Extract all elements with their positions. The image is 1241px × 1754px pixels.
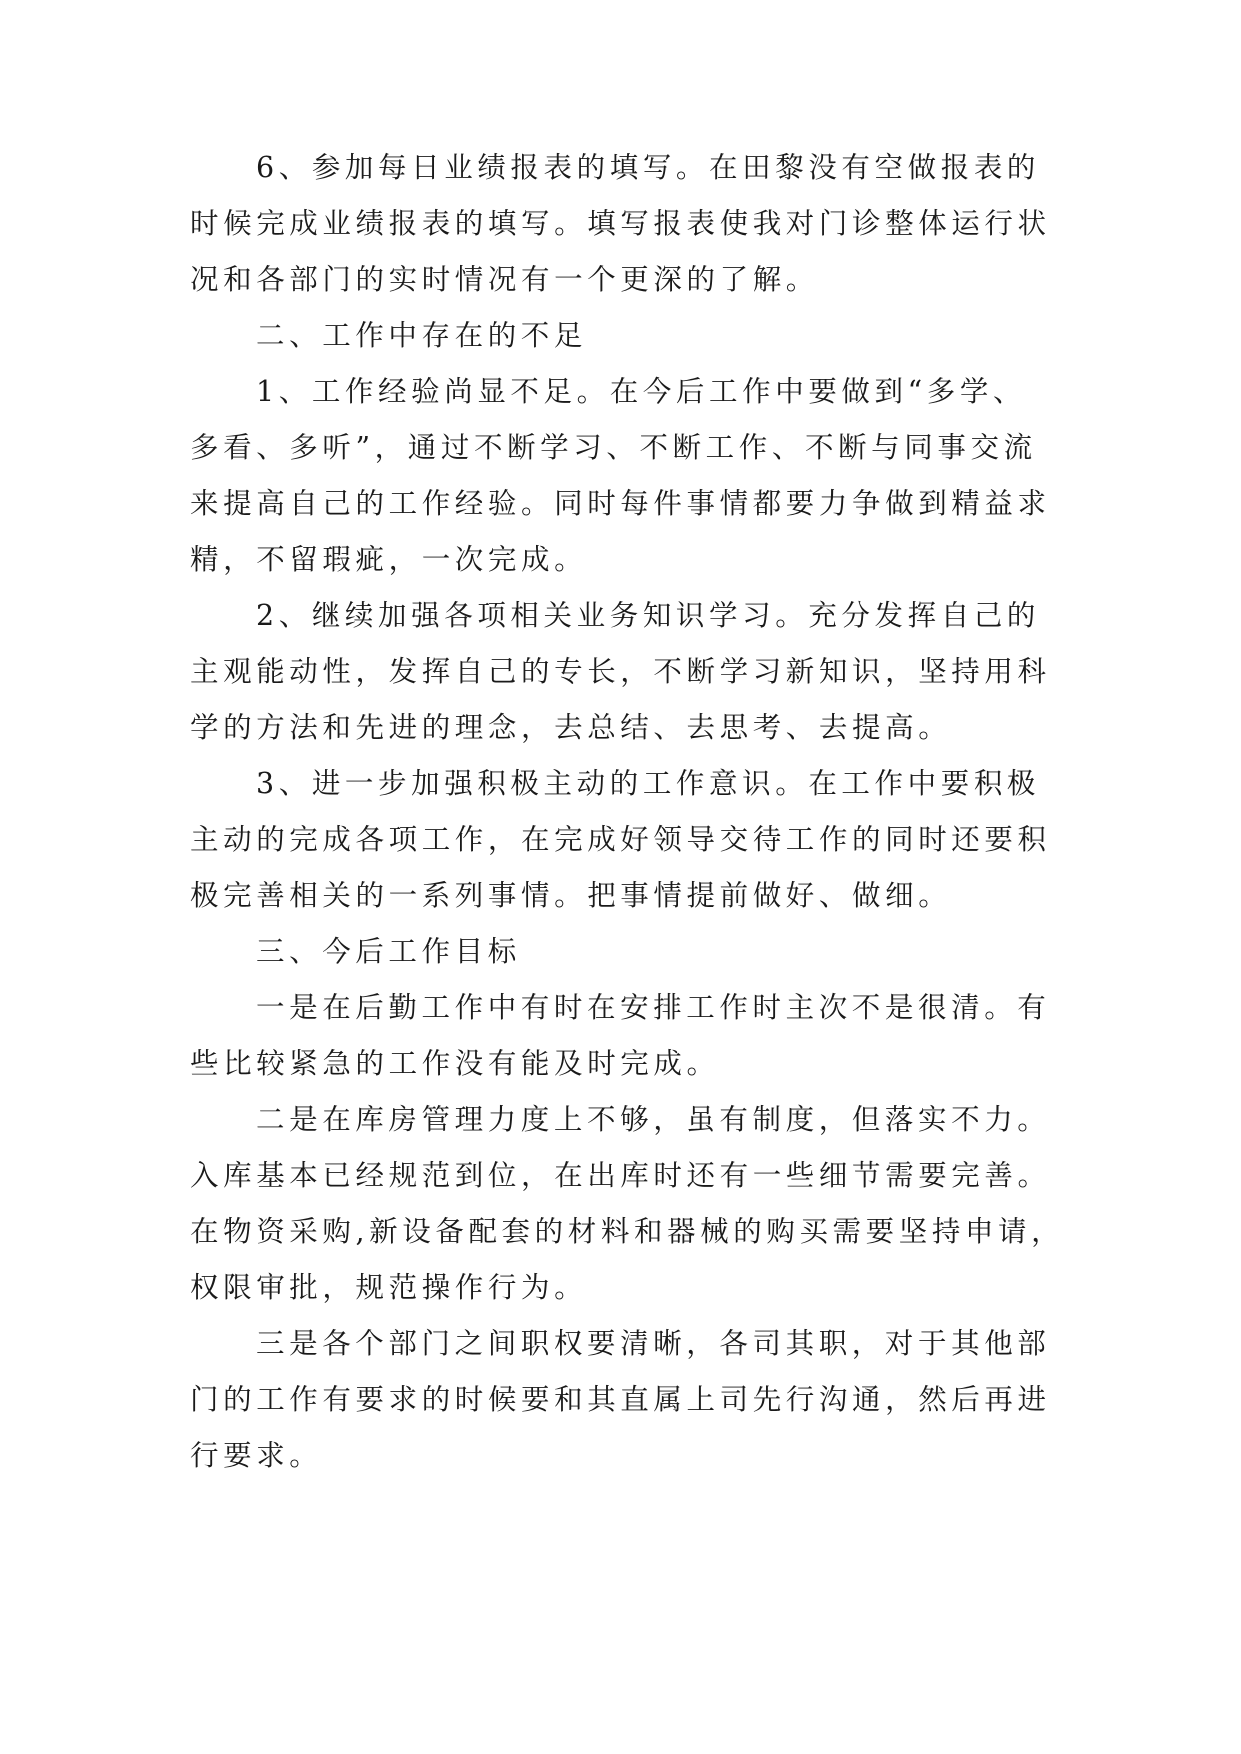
paragraph-line: 在物资采购,新设备配套的材料和器械的购买需要坚持申请，	[190, 1215, 1065, 1248]
paragraph-line: 3、进一步加强积极主动的工作意识。在工作中要积极	[256, 767, 1041, 800]
paragraph-line: 行要求。	[190, 1439, 323, 1472]
paragraph-line: 入库基本已经规范到位，在出库时还有一些细节需要完善。	[190, 1159, 1051, 1192]
paragraph-line: 权限审批，规范操作行为。	[190, 1271, 588, 1304]
paragraph-line: 1、工作经验尚显不足。在今后工作中要做到“多学、	[256, 375, 1027, 408]
paragraph-line: 主动的完成各项工作，在完成好领导交待工作的同时还要积	[190, 823, 1051, 856]
paragraph-line: 些比较紧急的工作没有能及时完成。	[190, 1047, 720, 1080]
paragraph-line: 一是在后勤工作中有时在安排工作时主次不是很清。有	[256, 991, 1051, 1024]
section-heading: 二、工作中存在的不足	[256, 319, 588, 352]
paragraph-line: 2、继续加强各项相关业务知识学习。充分发挥自己的	[256, 599, 1041, 632]
paragraph-line: 主观能动性，发挥自己的专长，不断学习新知识，坚持用科	[190, 655, 1051, 688]
paragraph-line: 6、参加每日业绩报表的填写。在田黎没有空做报表的	[256, 151, 1041, 184]
paragraph-line: 学的方法和先进的理念，去总结、去思考、去提高。	[190, 711, 952, 744]
paragraph-line: 极完善相关的一系列事情。把事情提前做好、做细。	[190, 879, 952, 912]
section-heading: 三、今后工作目标	[256, 935, 521, 968]
paragraph-line: 精，不留瑕疵，一次完成。	[190, 543, 588, 576]
paragraph-line: 况和各部门的实时情况有一个更深的了解。	[190, 263, 819, 296]
paragraph-line: 时候完成业绩报表的填写。填写报表使我对门诊整体运行状	[190, 207, 1051, 240]
paragraph-line: 门的工作有要求的时候要和其直属上司先行沟通，然后再进	[190, 1383, 1051, 1416]
paragraph-line: 二是在库房管理力度上不够，虽有制度，但落实不力。	[256, 1103, 1051, 1136]
paragraph-line: 三是各个部门之间职权要清晰，各司其职，对于其他部	[256, 1327, 1051, 1360]
paragraph-line: 多看、多听”，通过不断学习、不断工作、不断与同事交流	[190, 431, 1037, 464]
paragraph-line: 来提高自己的工作经验。同时每件事情都要力争做到精益求	[190, 487, 1051, 520]
